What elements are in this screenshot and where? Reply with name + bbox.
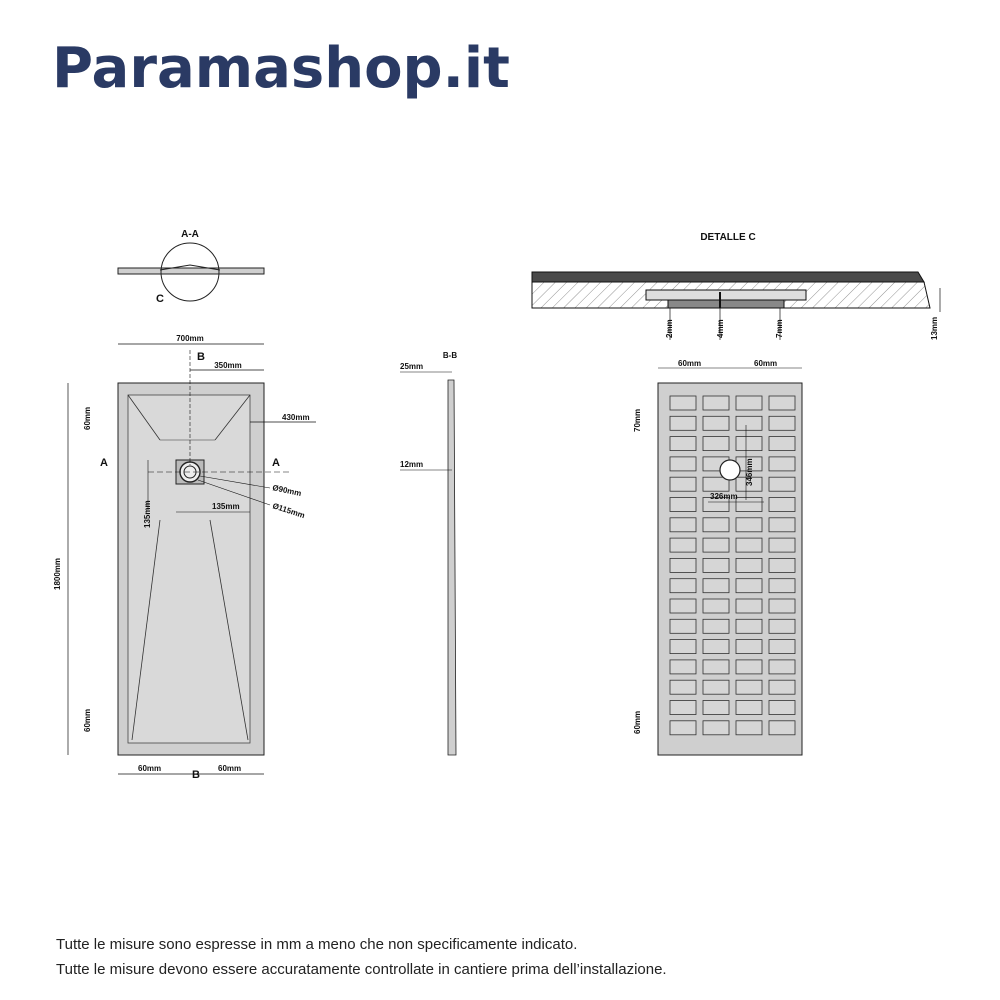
underside-edge-left: 60mm [678,359,702,368]
underside-cell [769,660,795,674]
underside-view [633,359,802,755]
underside-cell [670,579,696,593]
section-bb-view [400,351,457,755]
plan-view [53,334,316,781]
underside-cell [769,498,795,512]
detail-marker: C [156,293,164,305]
marker-b-bottom: B [192,769,200,781]
underside-cell [736,619,762,633]
underside-cell [703,579,729,593]
underside-cell [736,579,762,593]
section-bb-title: B-B [442,351,458,360]
detail-dim-2mm: 2mm [665,319,674,338]
underside-cell [769,558,795,572]
underside-cell [703,680,729,694]
underside-cell [736,416,762,430]
underside-drain-x: 326mm [710,492,738,501]
underside-cell [769,457,795,471]
underside-cell [670,680,696,694]
section-aa-view [118,229,264,305]
section-bb-mid: 12mm [400,460,424,469]
underside-drain-icon [720,460,740,480]
plan-edge-left-bottom: 60mm [138,764,162,773]
underside-cell [703,538,729,552]
plan-width: 700mm [176,334,204,343]
underside-cell [670,701,696,715]
underside-cell [670,599,696,613]
plan-drain-x: 135mm [212,502,240,511]
footnotes [56,932,667,982]
underside-cell [670,396,696,410]
underside-cell [670,437,696,451]
brand-logo: Paramashop.it [52,36,510,101]
underside-cell [670,457,696,471]
underside-cell [703,416,729,430]
detail-dim-7mm: 7mm [775,319,784,338]
underside-cell [670,477,696,491]
underside-cell [670,558,696,572]
marker-a-left: A [100,457,108,469]
underside-cell [769,721,795,735]
underside-cell [703,721,729,735]
detail-c-view [532,232,940,340]
plan-edge-top: 60mm [83,406,92,430]
underside-edge-right: 60mm [754,359,778,368]
underside-cell [769,437,795,451]
underside-cell [670,721,696,735]
underside-edge-bottom: 60mm [633,710,642,734]
underside-cell [670,498,696,512]
underside-cell [769,518,795,532]
underside-cell [670,416,696,430]
underside-cell [703,558,729,572]
underside-cell [703,701,729,715]
underside-cell [769,640,795,654]
underside-cell [670,640,696,654]
underside-cell [703,437,729,451]
underside-cell [769,701,795,715]
underside-cell [670,538,696,552]
plan-length: 1800mm [53,557,62,590]
underside-edge-top: 70mm [633,408,642,432]
underside-cell [736,721,762,735]
plan-edge-right-bottom: 60mm [218,764,242,773]
section-aa-title: A-A [181,229,199,240]
underside-cell [736,701,762,715]
detail-dim-4mm: 4mm [716,319,725,338]
underside-cell [670,619,696,633]
section-bb-edge: 25mm [400,362,424,371]
underside-cell [703,640,729,654]
underside-cell [769,680,795,694]
underside-cell [703,599,729,613]
underside-cell [670,660,696,674]
underside-cell [736,437,762,451]
underside-drain-y: 346mm [745,458,754,486]
plan-half-width: 350mm [214,361,242,370]
plan-edge-bottom: 60mm [83,708,92,732]
underside-cell [736,538,762,552]
footnote-1: Tutte le misure sono espresse in mm a meno che non specificamente indicato. [56,936,578,953]
underside-cell [769,599,795,613]
marker-b-top: B [197,351,205,363]
underside-cell [736,660,762,674]
underside-cell [736,680,762,694]
underside-cell [736,518,762,532]
underside-cell [736,498,762,512]
footnote-2: Tutte le misure devono essere accuratamente controllate in cantiere prima dell’installazione. [56,961,667,978]
underside-cell [769,396,795,410]
underside-cell [703,396,729,410]
detail-c-title: DETALLE C [700,232,756,243]
underside-cell [769,538,795,552]
underside-cell [736,640,762,654]
plan-inner-edge: 430mm [282,413,310,422]
underside-cell [736,396,762,410]
underside-cell [703,660,729,674]
detail-dim-13mm: 13mm [930,316,939,340]
plan-drain-d1: Ø90mm [271,483,303,499]
plan-drain-y: 135mm [143,500,152,528]
underside-cell [769,477,795,491]
underside-cell [703,619,729,633]
underside-cell [736,599,762,613]
underside-cell [769,416,795,430]
underside-cell [769,619,795,633]
underside-cell [769,579,795,593]
marker-a-right: A [272,457,280,469]
underside-cell [703,518,729,532]
plan-drain-d2: Ø115mm [271,501,306,521]
underside-cell [670,518,696,532]
underside-cell [736,558,762,572]
